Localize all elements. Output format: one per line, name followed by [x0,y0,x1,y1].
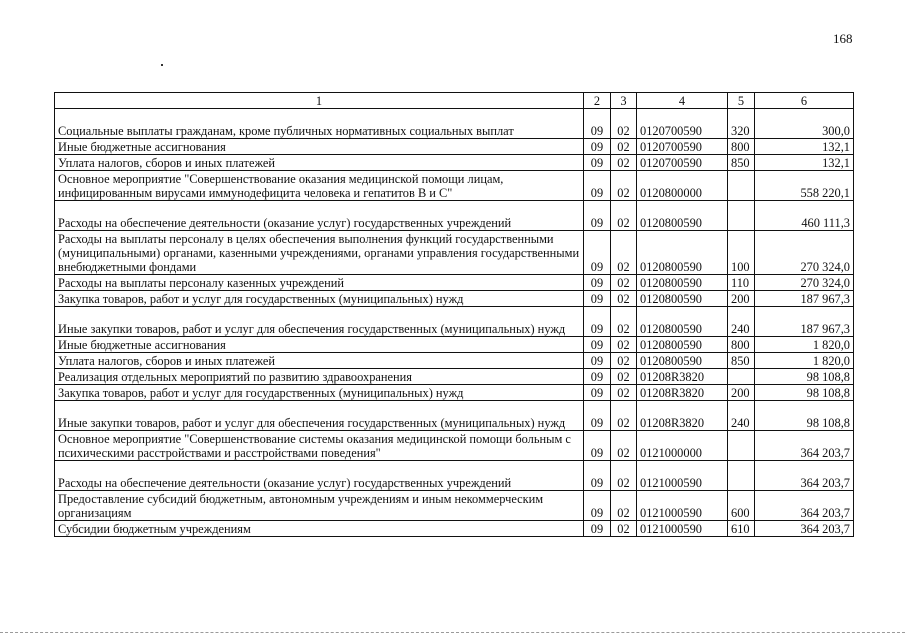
row-name: Основное мероприятие "Совершенствование оказания медицинской помощи лицам, инфицированным вирусами иммунодефицита человека и гепатитов В и С" [55,171,584,201]
column-header: 3 [611,93,637,109]
target-article-code: 0121000000 [637,431,728,461]
row-name: Расходы на обеспечение деятельности (оказание услуг) государственных учреждений [55,201,584,231]
column-header: 6 [755,93,854,109]
table-row [55,369,854,385]
target-article-code: 0121000590 [637,521,728,537]
section-code: 09 [584,155,611,171]
expense-type-code [728,201,755,231]
row-name: Уплата налогов, сборов и иных платежей [55,353,584,369]
table-row [55,431,854,461]
amount: 300,0 [755,109,854,139]
section-code: 09 [584,461,611,491]
amount: 98 108,8 [755,385,854,401]
row-name: Субсидии бюджетным учреждениям [55,521,584,537]
table-row [55,337,854,353]
subsection-code: 02 [611,491,637,521]
target-article-code: 01208R3820 [637,401,728,431]
subsection-code: 02 [611,109,637,139]
subsection-code: 02 [611,201,637,231]
expense-type-code: 110 [728,275,755,291]
expense-type-code: 610 [728,521,755,537]
amount: 364 203,7 [755,521,854,537]
section-code: 09 [584,109,611,139]
target-article-code: 0120800590 [637,231,728,275]
row-name: Иные бюджетные ассигнования [55,139,584,155]
section-code: 09 [584,291,611,307]
section-code: 09 [584,139,611,155]
row-name: Расходы на обеспечение деятельности (оказание услуг) государственных учреждений [55,461,584,491]
amount: 187 967,3 [755,291,854,307]
section-code: 09 [584,231,611,275]
table-row [55,291,854,307]
expense-type-code: 240 [728,401,755,431]
expense-type-code: 800 [728,337,755,353]
amount: 1 820,0 [755,353,854,369]
table-row [55,385,854,401]
target-article-code: 01208R3820 [637,385,728,401]
column-header: 4 [637,93,728,109]
column-header: 5 [728,93,755,109]
subsection-code: 02 [611,275,637,291]
expense-type-code: 850 [728,155,755,171]
row-name: Социальные выплаты гражданам, кроме публичных нормативных социальных выплат [55,109,584,139]
expense-type-code [728,461,755,491]
table-row [55,171,854,201]
page-number: 168 [833,31,853,46]
subsection-code: 02 [611,369,637,385]
row-name: Закупка товаров, работ и услуг для государственных (муниципальных) нужд [55,291,584,307]
table-row [55,521,854,537]
amount: 1 820,0 [755,337,854,353]
row-name: Реализация отдельных мероприятий по развитию здравоохранения [55,369,584,385]
table-row [55,491,854,521]
table-row [55,109,854,139]
table-header-row [55,93,854,109]
expense-type-code: 200 [728,291,755,307]
table-body [55,109,854,537]
table-row [55,139,854,155]
target-article-code: 0120800590 [637,337,728,353]
expense-type-code: 100 [728,231,755,275]
column-header: 2 [584,93,611,109]
amount: 98 108,8 [755,369,854,385]
amount: 132,1 [755,139,854,155]
row-name: Иные бюджетные ассигнования [55,337,584,353]
section-code: 09 [584,401,611,431]
subsection-code: 02 [611,431,637,461]
expense-type-code [728,431,755,461]
subsection-code: 02 [611,171,637,201]
section-code: 09 [584,385,611,401]
row-name: Закупка товаров, работ и услуг для государственных (муниципальных) нужд [55,385,584,401]
row-name: Иные закупки товаров, работ и услуг для обеспечения государственных (муниципальных) нужд [55,401,584,431]
row-name: Основное мероприятие "Совершенствование системы оказания медицинской помощи больным с психическими расстройствами и расстройствами поведения" [55,431,584,461]
target-article-code: 0120700590 [637,155,728,171]
subsection-code: 02 [611,307,637,337]
table-row [55,461,854,491]
subsection-code: 02 [611,401,637,431]
expense-type-code [728,369,755,385]
amount: 364 203,7 [755,461,854,491]
table-row [55,307,854,337]
target-article-code: 0120800590 [637,353,728,369]
row-name: Иные закупки товаров, работ и услуг для обеспечения государственных (муниципальных) нужд [55,307,584,337]
table-row [55,155,854,171]
subsection-code: 02 [611,385,637,401]
target-article-code: 0120700590 [637,109,728,139]
section-code: 09 [584,171,611,201]
subsection-code: 02 [611,521,637,537]
amount: 558 220,1 [755,171,854,201]
section-code: 09 [584,521,611,537]
amount: 98 108,8 [755,401,854,431]
target-article-code: 0120800590 [637,291,728,307]
row-name: Расходы на выплаты персоналу казенных учреждений [55,275,584,291]
expense-type-code [728,171,755,201]
table-row [55,275,854,291]
subsection-code: 02 [611,291,637,307]
expense-type-code: 240 [728,307,755,337]
target-article-code: 0120800590 [637,201,728,231]
expense-type-code: 200 [728,385,755,401]
expense-type-code: 320 [728,109,755,139]
subsection-code: 02 [611,353,637,369]
row-name: Расходы на выплаты персоналу в целях обеспечения выполнения функций государственными (муниципальными) органами, казенными учреждениями, органами управления государственными внебюджетными фондами [55,231,584,275]
section-code: 09 [584,337,611,353]
section-code: 09 [584,307,611,337]
table-row [55,353,854,369]
amount: 270 324,0 [755,275,854,291]
target-article-code: 0121000590 [637,491,728,521]
subsection-code: 02 [611,231,637,275]
section-code: 09 [584,353,611,369]
expense-type-code: 850 [728,353,755,369]
row-name: Уплата налогов, сборов и иных платежей [55,155,584,171]
amount: 364 203,7 [755,491,854,521]
target-article-code: 01208R3820 [637,369,728,385]
scan-dot [161,64,163,66]
section-code: 09 [584,201,611,231]
budget-table [54,92,854,537]
row-name: Предоставление субсидий бюджетным, автономным учреждениям и иным некоммерческим организациям [55,491,584,521]
amount: 460 111,3 [755,201,854,231]
target-article-code: 0121000590 [637,461,728,491]
amount: 132,1 [755,155,854,171]
target-article-code: 0120700590 [637,139,728,155]
target-article-code: 0120800590 [637,307,728,337]
subsection-code: 02 [611,461,637,491]
target-article-code: 0120800590 [637,275,728,291]
expense-type-code: 600 [728,491,755,521]
scan-bottom-edge [0,632,905,634]
column-header: 1 [55,93,584,109]
amount: 364 203,7 [755,431,854,461]
section-code: 09 [584,369,611,385]
table-row [55,401,854,431]
target-article-code: 0120800000 [637,171,728,201]
table-row [55,231,854,275]
section-code: 09 [584,431,611,461]
subsection-code: 02 [611,155,637,171]
table-row [55,201,854,231]
expense-type-code: 800 [728,139,755,155]
section-code: 09 [584,275,611,291]
amount: 270 324,0 [755,231,854,275]
subsection-code: 02 [611,337,637,353]
amount: 187 967,3 [755,307,854,337]
subsection-code: 02 [611,139,637,155]
section-code: 09 [584,491,611,521]
